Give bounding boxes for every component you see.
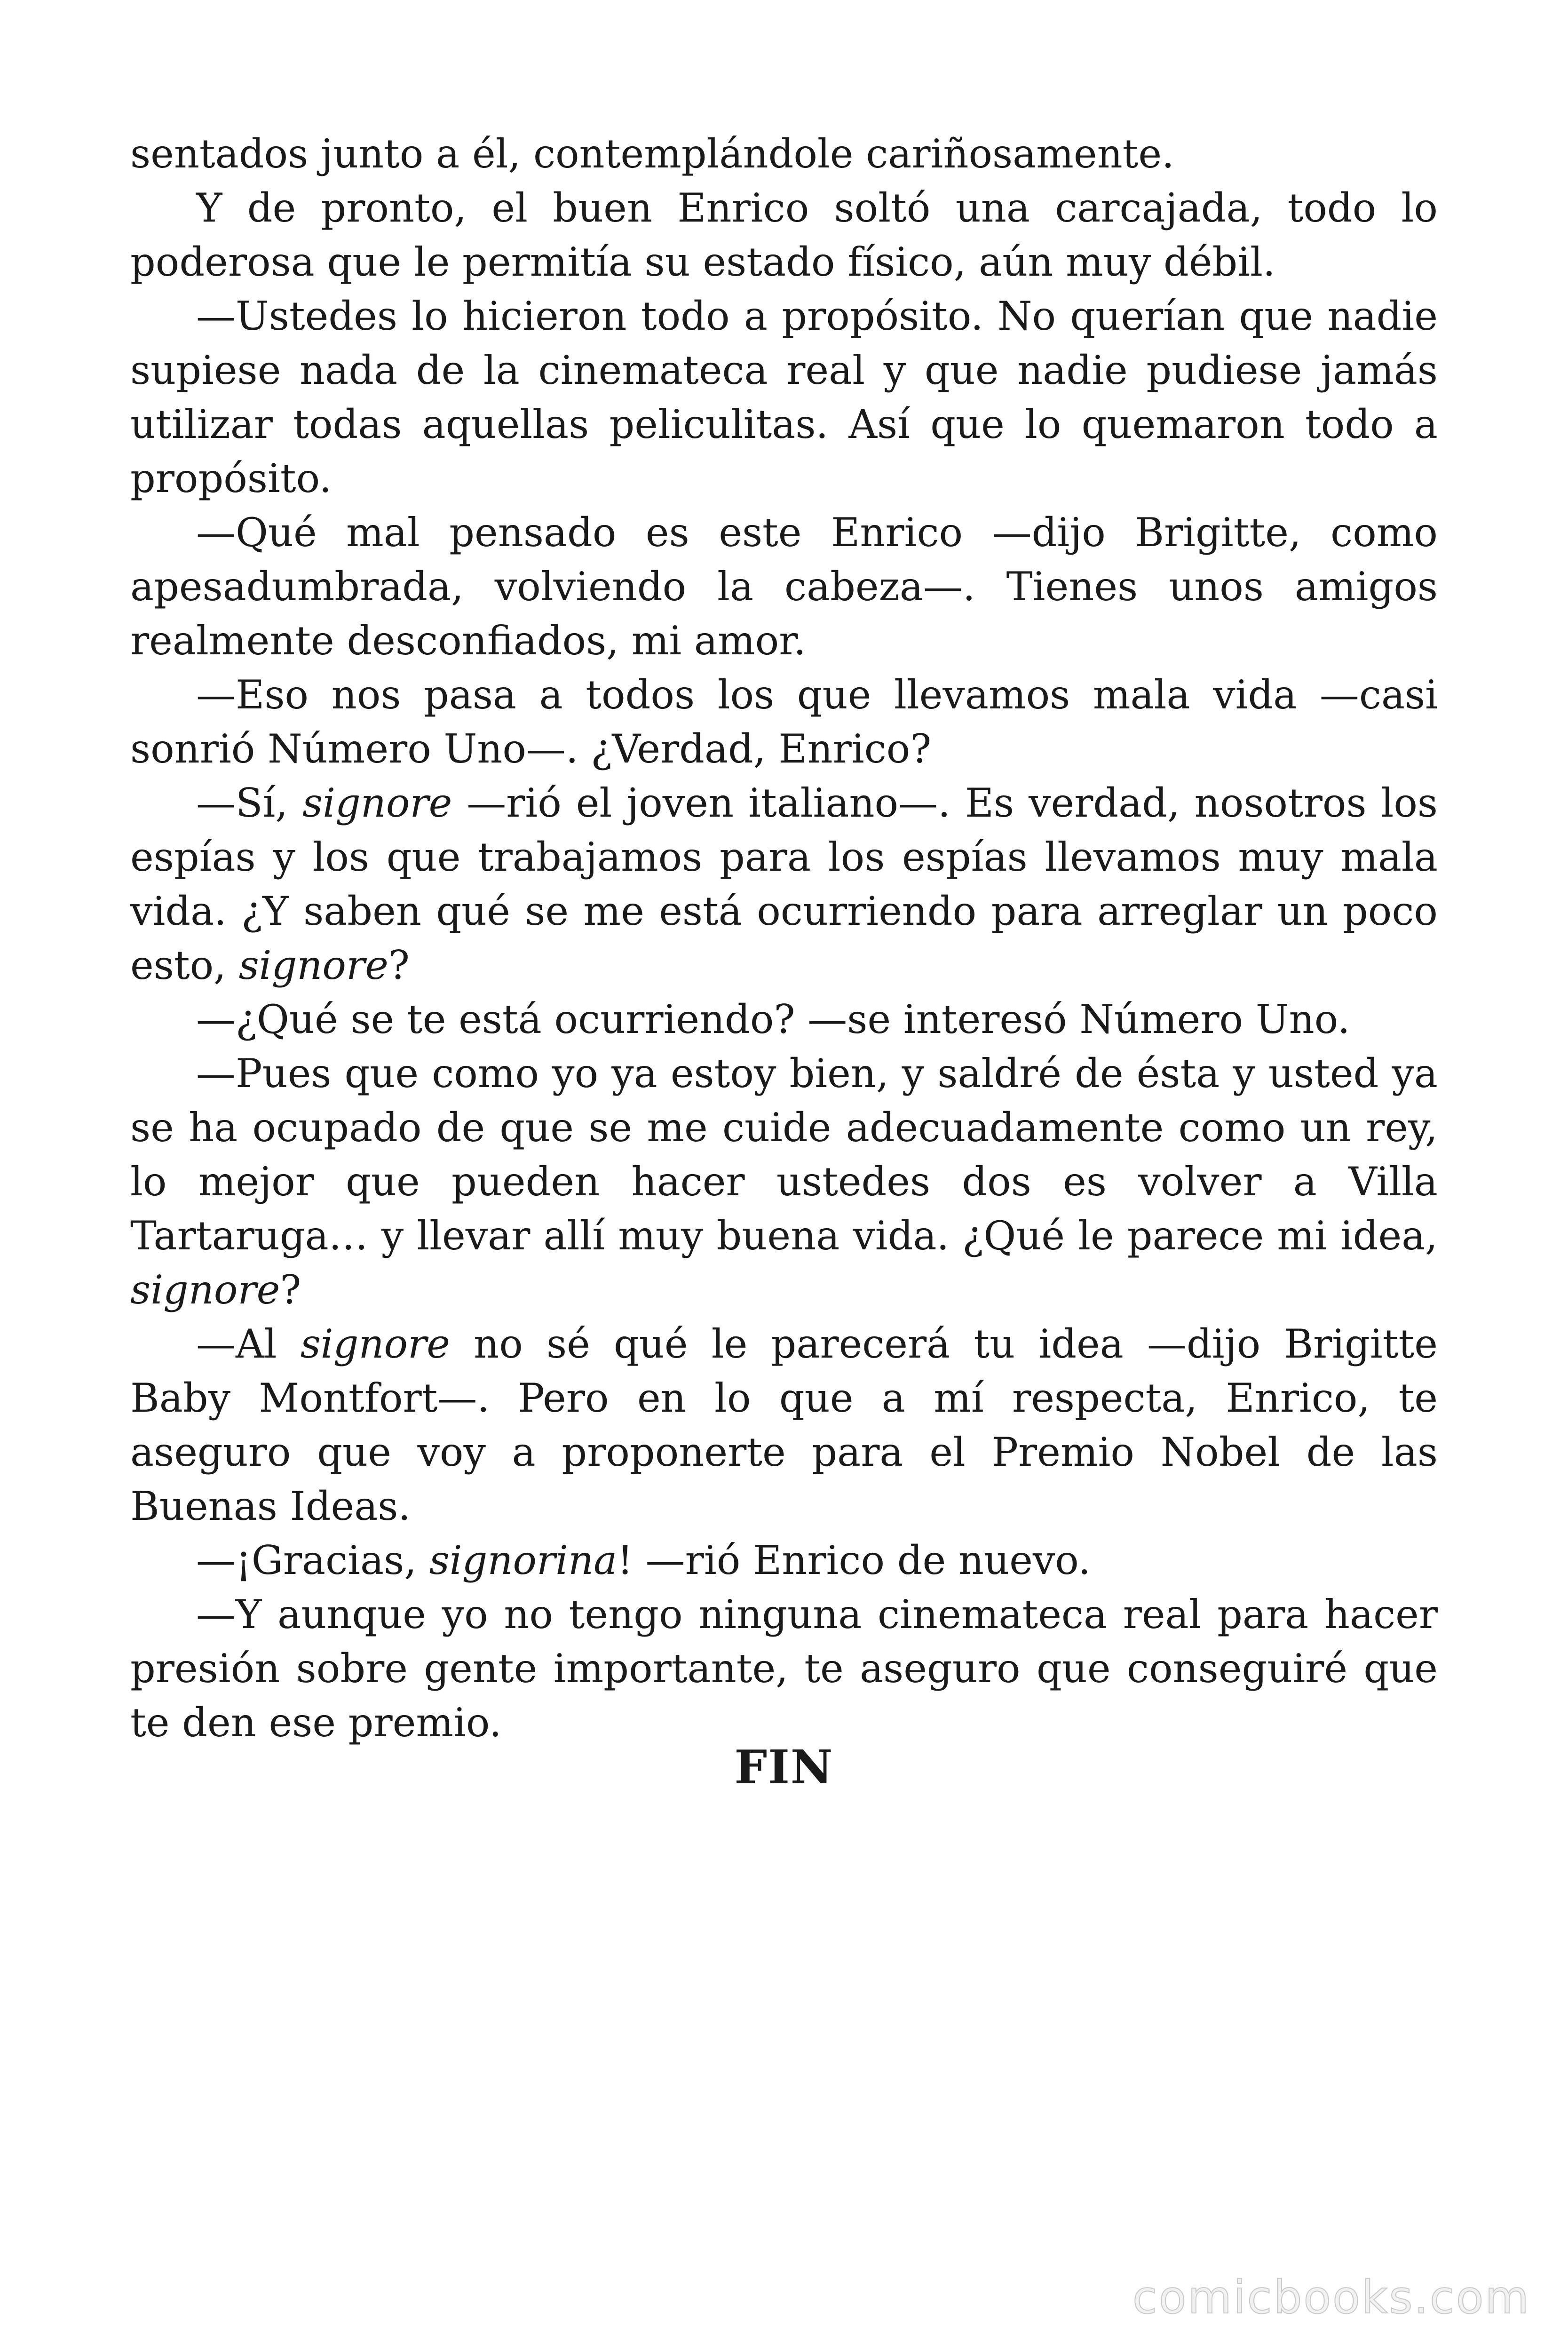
italic-text: signorina: [429, 1537, 618, 1583]
text-run: —Pues que como yo ya estoy bien, y saldré de ésta y usted ya se ha ocupado de que se me cuide adecuadamente como un rey, lo mejor que pueden hacer ustedes dos es volver a Villa Tartaruga… y llevar allí muy buena vida. ¿Qué le parece mi idea,: [130, 1050, 1438, 1259]
paragraph: [130, 506, 1438, 668]
text-run: —rió el joven italiano—. Es verdad, nosotros los espías y los que trabajamos para los espías llevamos muy mala vida. ¿Y saben qué se me está ocurriendo para arreglar un poco esto,: [130, 780, 1438, 988]
text-run: —Sí,: [196, 780, 303, 826]
text-run: ?: [280, 1267, 301, 1313]
paragraph: [130, 1317, 1438, 1534]
paragraph: [130, 127, 1438, 181]
ending-title: FIN: [734, 1740, 834, 1795]
text-run: ! —rió Enrico de nuevo.: [617, 1537, 1091, 1583]
text-run: —Ustedes lo hicieron todo a propósito. No querían que nadie supiese nada de la cinemateca real y que nadie pudiese jamás utilizar todas aquellas peliculitas. Así que lo quemaron todo a propósito.: [130, 293, 1438, 501]
text-run: ?: [388, 942, 410, 988]
text-run: —Al: [196, 1321, 301, 1367]
italic-text: signore: [130, 1267, 280, 1313]
text-run: —¡Gracias,: [196, 1537, 429, 1583]
paragraph: [130, 668, 1438, 776]
paragraph: [130, 181, 1438, 289]
text-run: —¿Qué se te está ocurriendo? —se interesó Número Uno.: [196, 996, 1350, 1042]
book-text: [130, 127, 1438, 1750]
paragraph: [130, 289, 1438, 506]
text-run: —Eso nos pasa a todos los que llevamos mala vida —casi sonrió Número Uno—. ¿Verdad, Enrico?: [130, 672, 1438, 772]
italic-text: signore: [302, 780, 452, 826]
text-run: —Y aunque yo no tengo ninguna cinemateca real para hacer presión sobre gente importante, te aseguro que conseguiré que te den ese premio.: [130, 1591, 1438, 1746]
paragraph: [130, 1534, 1438, 1588]
paragraph: [130, 776, 1438, 993]
text-run: no sé qué le parecerá tu idea —dijo Brigitte Baby Montfort—. Pero en lo que a mí respecta, Enrico, te aseguro que voy a proponerte para el Premio Nobel de las Buenas Ideas.: [130, 1321, 1438, 1529]
paragraph: [130, 1588, 1438, 1750]
italic-text: signore: [300, 1321, 450, 1367]
watermark-logo: comicbooks.com: [1132, 2271, 1530, 2324]
paragraph: [130, 1047, 1438, 1317]
paragraph: [130, 993, 1438, 1047]
text-run: —Qué mal pensado es este Enrico —dijo Brigitte, como apesadumbrada, volviendo la cabeza—. Tienes unos amigos realmente desconfiados, mi amor.: [130, 509, 1438, 664]
text-run: Y de pronto, el buen Enrico soltó una carcajada, todo lo poderosa que le permitía su estado físico, aún muy débil.: [130, 185, 1438, 285]
text-run: sentados junto a él, contemplándole cariñosamente.: [130, 131, 1174, 177]
italic-text: signore: [238, 942, 388, 988]
